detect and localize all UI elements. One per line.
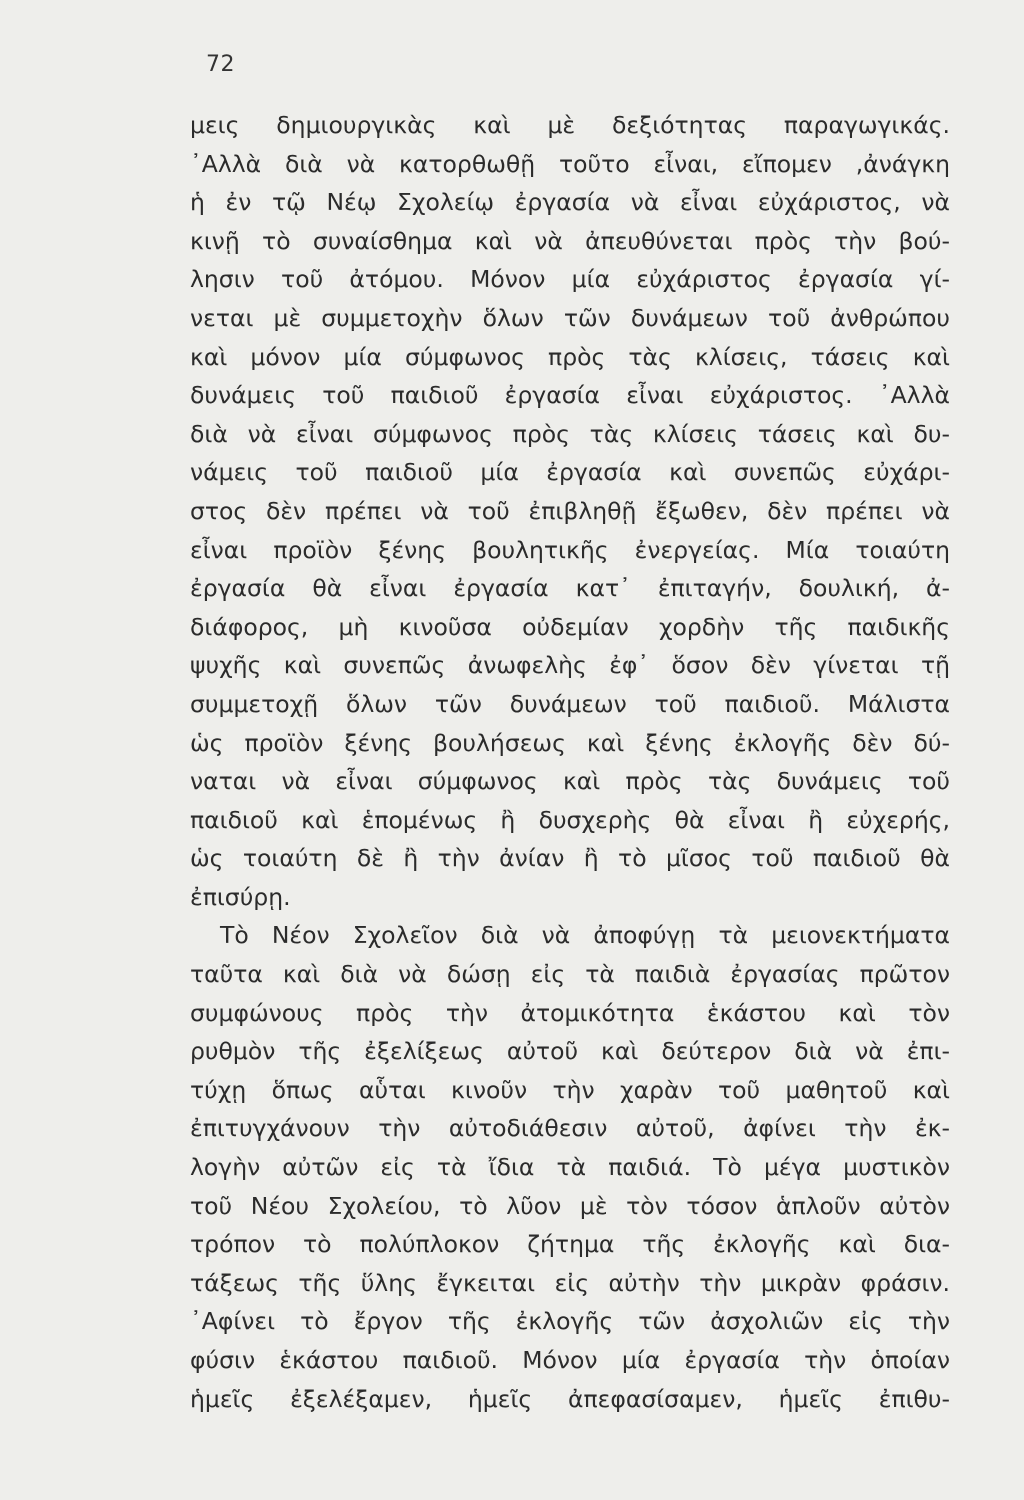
text-line: καὶ μόνον μία σύμφωνος πρὸς τὰς κλίσεις, τάσεις καὶ	[190, 342, 950, 371]
text-line: ναται νὰ εἶναι σύμφωνος καὶ πρὸς τὰς δυνάμεις τοῦ	[190, 767, 950, 796]
text-line: νάμεις τοῦ παιδιοῦ μία ἐργασία καὶ συνεπῶς εὐχάρι-	[190, 458, 950, 487]
text-line: συμφώνους πρὸς τὴν ἀτομικότητα ἑκάστου καὶ τὸν	[190, 998, 950, 1027]
body-text	[190, 106, 950, 1418]
text-line: ἐπισύρῃ.	[190, 882, 291, 911]
text-line: ταῦτα καὶ διὰ νὰ δώσῃ εἰς τὰ παιδιὰ ἐργασίας πρῶτον	[190, 960, 950, 989]
text-line: λογὴν αὐτῶν εἰς τὰ ἴδια τὰ παιδιά. Τὸ μέγα μυστικὸν	[190, 1153, 950, 1182]
text-line: τύχῃ ὅπως αὗται κινοῦν τὴν χαρὰν τοῦ μαθητοῦ καὶ	[190, 1075, 950, 1104]
text-line: ᾿Αλλὰ διὰ νὰ κατορθωθῇ τοῦτο εἶναι, εἴπομεν ,ἀνάγκη	[190, 149, 950, 178]
text-line: εἶναι προϊὸν ξένης βουλητικῆς ἐνεργείας. Μία τοιαύτη	[190, 535, 950, 564]
text-line: ἡμεῖς ἐξελέξαμεν, ἡμεῖς ἀπεφασίσαμεν, ἡμεῖς ἐπιθυ-	[190, 1384, 950, 1413]
text-line: κινῇ τὸ συναίσθημα καὶ νὰ ἀπευθύνεται πρὸς τὴν βού-	[190, 226, 950, 255]
text-line: ἐργασία θὰ εἶναι ἐργασία κατ᾿ ἐπιταγήν, δουλική, ἀ-	[190, 574, 950, 603]
text-line: στος δὲν πρέπει νὰ τοῦ ἐπιβληθῇ ἔξωθεν, δὲν πρέπει νὰ	[190, 496, 950, 525]
text-line: συμμετοχῇ ὅλων τῶν δυνάμεων τοῦ παιδιοῦ. Μάλιστα	[190, 689, 950, 718]
text-line: τοῦ Νέου Σχολείου, τὸ λῦον μὲ τὸν τόσον ἁπλοῦν αὐτὸν	[190, 1191, 950, 1220]
text-line: ψυχῆς καὶ συνεπῶς ἀνωφελὴς ἐφ᾿ ὅσον δὲν γίνεται τῇ	[190, 651, 950, 680]
text-line: παιδιοῦ καὶ ἑπομένως ἢ δυσχερὴς θὰ εἶναι ἢ εὐχερής,	[190, 805, 950, 834]
page-number: 72	[206, 52, 235, 77]
text-line: τάξεως τῆς ὕλης ἔγκειται εἰς αὐτὴν τὴν μικρὰν φράσιν.	[190, 1268, 950, 1297]
text-line: δυνάμεις τοῦ παιδιοῦ ἐργασία εἶναι εὐχάριστος. ᾿Αλλὰ	[190, 381, 950, 410]
text-line: ρυθμὸν τῆς ἐξελίξεως αὐτοῦ καὶ δεύτερον διὰ νὰ ἐπι-	[190, 1037, 950, 1066]
text-line: νεται μὲ συμμετοχὴν ὅλων τῶν δυνάμεων τοῦ ἀνθρώπου	[190, 303, 950, 332]
text-line: διὰ νὰ εἶναι σύμφωνος πρὸς τὰς κλίσεις τάσεις καὶ δυ-	[190, 419, 950, 448]
text-line: τρόπον τὸ πολύπλοκον ζήτημα τῆς ἐκλογῆς καὶ δια-	[190, 1230, 950, 1259]
text-line: μεις δημιουργικὰς καὶ μὲ δεξιότητας παραγωγικάς.	[190, 111, 950, 139]
text-line: λησιν τοῦ ἀτόμου. Μόνον μία εὐχάριστος ἐργασία γί-	[190, 265, 950, 294]
text-line: διάφορος, μὴ κινοῦσα οὐδεμίαν χορδὴν τῆς παιδικῆς	[190, 612, 950, 641]
text-line: ἐπιτυγχάνουν τὴν αὐτοδιάθεσιν αὐτοῦ, ἀφίνει τὴν ἐκ-	[190, 1114, 950, 1143]
text-line: φύσιν ἑκάστου παιδιοῦ. Μόνον μία ἐργασία τὴν ὁποίαν	[190, 1346, 950, 1374]
text-line: ἡ ἐν τῷ Νέῳ Σχολείῳ ἐργασία νὰ εἶναι εὐχάριστος, νὰ	[190, 188, 950, 217]
text-line: ὡς τοιαύτη δὲ ἢ τὴν ἀνίαν ἢ τὸ μῖσος τοῦ παιδιοῦ θὰ	[190, 844, 950, 873]
text-line: ὡς προϊὸν ξένης βουλήσεως καὶ ξένης ἐκλογῆς δὲν δύ-	[190, 728, 950, 757]
paragraph-start-line: Τὸ Νέον Σχολεῖον διὰ νὰ ἀποφύγῃ τὰ μειονεκτήματα	[220, 921, 950, 950]
text-line: ᾿Αφίνει τὸ ἔργον τῆς ἐκλογῆς τῶν ἀσχολιῶν εἰς τὴν	[190, 1307, 950, 1336]
